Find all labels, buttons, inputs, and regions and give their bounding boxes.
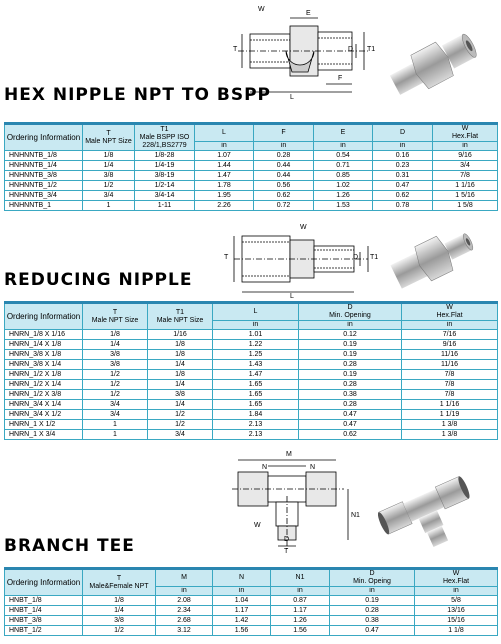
table-cell: 0.19 [299, 370, 402, 380]
table-cell: 1.65 [213, 390, 299, 400]
table-cell: 11/16 [402, 360, 498, 370]
drawing-label-t: T [224, 254, 229, 261]
drawing-label-m: M [286, 451, 292, 458]
drawing-label-n: N [262, 464, 268, 471]
table-cell: 0.56 [254, 181, 314, 191]
table-cell: 1.42 [213, 616, 271, 626]
part-number-cell: HNHNNTB_3/4 [5, 191, 83, 201]
unit-d: in [299, 321, 402, 330]
table-cell: 0.28 [330, 606, 415, 616]
table-cell: 1/2 [83, 390, 148, 400]
table-cell: 1.53 [314, 201, 373, 211]
table-cell: 7/8 [402, 390, 498, 400]
table-cell: 1.84 [213, 410, 299, 420]
table-cell: 1.04 [213, 596, 271, 606]
table-cell: 1.44 [195, 161, 254, 171]
part-number-cell: HNRN_1/2 X 1/8 [5, 370, 83, 380]
drawing-label-e: E [306, 10, 311, 17]
table-cell: 1.65 [213, 400, 299, 410]
part-number-cell: HNRN_1 X 1/2 [5, 420, 83, 430]
header-t: T Male NPT Size [83, 303, 148, 330]
table-branch-tee [4, 567, 498, 636]
drawing-branch-tee [232, 450, 362, 556]
part-number-cell: HNRN_1/2 X 1/4 [5, 380, 83, 390]
table-cell: 1/2 [83, 380, 148, 390]
header-t: T Male NPT Size [83, 124, 135, 151]
table-cell: 0.19 [299, 340, 402, 350]
table-row [5, 400, 498, 410]
part-number-cell: HNBT_1/2 [5, 626, 83, 636]
unit-l: in [195, 142, 254, 151]
table-cell: 1 1/8 [415, 626, 498, 636]
part-number-cell: HNBT_1/4 [5, 606, 83, 616]
table-cell: 1/8-28 [135, 151, 195, 161]
drawing-label-t: T [233, 46, 238, 53]
table-cell: 3/4 [83, 410, 148, 420]
table-cell: 1/16 [148, 330, 213, 340]
table-cell: 0.47 [330, 626, 415, 636]
header-w: W Hex.Flat [433, 124, 498, 142]
table-row [5, 616, 498, 626]
table-row [5, 350, 498, 360]
section-title-branch-tee: BRANCH TEE [4, 536, 135, 556]
table-cell: 1 3/8 [402, 430, 498, 440]
unit-w: in [402, 321, 498, 330]
drawing-label-l: L [290, 94, 294, 101]
table-cell: 1/2 [148, 410, 213, 420]
table-cell: 13/16 [415, 606, 498, 616]
table-reducing-nipple [4, 301, 498, 440]
table-cell: 2.68 [156, 616, 213, 626]
table-cell: 1/4 [83, 340, 148, 350]
table-cell: 1/8 [83, 330, 148, 340]
header-n1: N1 [271, 569, 330, 587]
table-cell: 7/8 [402, 370, 498, 380]
drawing-label-f: F [338, 75, 343, 82]
part-number-cell: HNRN_1 X 3/4 [5, 430, 83, 440]
part-number-cell: HNBT_1/8 [5, 596, 83, 606]
table-cell: 3/4-14 [135, 191, 195, 201]
table-cell: 0.38 [330, 616, 415, 626]
table-cell: 9/16 [433, 151, 498, 161]
table-row [5, 420, 498, 430]
table-cell: 2.13 [213, 420, 299, 430]
header-f: F [254, 124, 314, 142]
drawing-label-w: W [300, 224, 307, 231]
header-d: D Min. Opeing [330, 569, 415, 587]
part-number-cell: HNRN_3/8 X 1/8 [5, 350, 83, 360]
table-cell: 3/4 [83, 400, 148, 410]
table-cell: 1/2 [83, 181, 135, 191]
table-cell: 1.17 [271, 606, 330, 616]
table-cell: 1.02 [314, 181, 373, 191]
part-number-cell: HNHNNTB_3/8 [5, 171, 83, 181]
table-cell: 0.87 [271, 596, 330, 606]
table-cell: 0.19 [330, 596, 415, 606]
table-cell: 1.43 [213, 360, 299, 370]
table-cell: 1 1/16 [402, 400, 498, 410]
part-number-cell: HNHNNTB_1/4 [5, 161, 83, 171]
table-hex-nipple [4, 122, 498, 211]
table-cell: 0.19 [299, 350, 402, 360]
header-d: D [373, 124, 433, 142]
table-cell: 1/4 [83, 606, 156, 616]
photo-reducing-nipple [388, 228, 478, 290]
section-title-hex-nipple: HEX NIPPLE NPT TO BSPP [4, 85, 271, 105]
photo-hex-nipple [388, 30, 478, 100]
table-cell: 7/8 [433, 171, 498, 181]
part-number-cell: HNBT_3/8 [5, 616, 83, 626]
table-cell: 11/16 [402, 350, 498, 360]
table-cell: 0.28 [299, 400, 402, 410]
part-number-cell: HNRN_1/4 X 1/8 [5, 340, 83, 350]
header-t1: T1 Male BSPP ISO 228/1,BS2779 [135, 124, 195, 151]
header-ordering: Ordering Information [5, 303, 83, 330]
unit-w: in [433, 142, 498, 151]
table-cell: 3/4 [83, 191, 135, 201]
table-row [5, 626, 498, 636]
table-cell: 1/2 [83, 626, 156, 636]
drawing-label-t1: T1 [370, 254, 379, 261]
table-cell: 1.56 [271, 626, 330, 636]
drawing-label-d: D [348, 46, 354, 53]
unit-n: in [213, 587, 271, 596]
header-m: M [156, 569, 213, 587]
table-cell: 0.23 [373, 161, 433, 171]
table-cell: 0.54 [314, 151, 373, 161]
table-cell: 1/2 [83, 370, 148, 380]
table-cell: 0.38 [299, 390, 402, 400]
table-cell: 2.13 [213, 430, 299, 440]
part-number-cell: HNRN_1/2 X 3/8 [5, 390, 83, 400]
drawing-label-w: W [254, 522, 261, 529]
table-cell: 1.25 [213, 350, 299, 360]
part-number-cell: HNRN_3/8 X 1/4 [5, 360, 83, 370]
table-header-row [5, 124, 498, 142]
table-row [5, 181, 498, 191]
unit-l: in [213, 321, 299, 330]
table-cell: 3/8 [83, 360, 148, 370]
unit-n1: in [271, 587, 330, 596]
table-cell: 0.47 [299, 410, 402, 420]
table-cell: 3/8 [83, 350, 148, 360]
table-row [5, 161, 498, 171]
table-cell: 2.26 [195, 201, 254, 211]
table-row [5, 430, 498, 440]
table-cell: 1 [83, 420, 148, 430]
header-l: L [213, 303, 299, 321]
table-row [5, 151, 498, 161]
table-cell: 1/8 [148, 350, 213, 360]
table-cell: 3/4 [148, 430, 213, 440]
table-row [5, 390, 498, 400]
table-cell: 2.34 [156, 606, 213, 616]
table-cell: 1/4 [148, 400, 213, 410]
table-cell: 1.26 [271, 616, 330, 626]
header-l: L [195, 124, 254, 142]
table-cell: 1 [83, 430, 148, 440]
part-number-cell: HNHNNTB_1/2 [5, 181, 83, 191]
table-row [5, 340, 498, 350]
table-cell: 0.85 [314, 171, 373, 181]
table-cell: 1/4 [83, 161, 135, 171]
header-d: D Min. Opening [299, 303, 402, 321]
table-cell: 2.08 [156, 596, 213, 606]
table-cell: 1 3/8 [402, 420, 498, 430]
table-cell: 3/8 [83, 616, 156, 626]
table-cell: 1.26 [314, 191, 373, 201]
table-cell: 0.44 [254, 161, 314, 171]
table-cell: 1/8 [148, 370, 213, 380]
part-number-cell: HNRN_1/8 X 1/16 [5, 330, 83, 340]
part-number-cell: HNRN_3/4 X 1/4 [5, 400, 83, 410]
table-cell: 1.47 [195, 171, 254, 181]
table-cell: 0.62 [299, 430, 402, 440]
unit-w: in [415, 587, 498, 596]
table-cell: 0.47 [373, 181, 433, 191]
header-ordering: Ordering Information [5, 569, 83, 596]
part-number-cell: HNHNNTB_1/8 [5, 151, 83, 161]
table-cell: 5/8 [415, 596, 498, 606]
table-cell: 1/2-14 [135, 181, 195, 191]
table-cell: 0.12 [299, 330, 402, 340]
table-cell: 0.28 [254, 151, 314, 161]
table-header-row [5, 303, 498, 321]
table-cell: 1 1/19 [402, 410, 498, 420]
drawing-label-n1: N1 [351, 512, 360, 519]
table-row [5, 410, 498, 420]
header-ordering: Ordering Information [5, 124, 83, 151]
drawing-label-t1: T1 [367, 46, 376, 53]
unit-e: in [314, 142, 373, 151]
table-cell: 7/16 [402, 330, 498, 340]
table-cell: 3/8 [83, 171, 135, 181]
unit-d: in [373, 142, 433, 151]
header-t1: T1 Male NPT Size [148, 303, 213, 330]
header-t: T Male&Female NPT [83, 569, 156, 596]
drawing-label-d: D [353, 254, 359, 261]
table-cell: 1/2 [148, 420, 213, 430]
table-cell: 0.72 [254, 201, 314, 211]
drawing-label-w: W [258, 6, 265, 13]
table-row [5, 596, 498, 606]
table-row [5, 370, 498, 380]
table-cell: 3.12 [156, 626, 213, 636]
table-row [5, 360, 498, 370]
table-cell: 1.17 [213, 606, 271, 616]
part-number-cell: HNHNNTB_1 [5, 201, 83, 211]
table-cell: 0.78 [373, 201, 433, 211]
drawing-label-n-right: N [310, 464, 316, 471]
drawing-label-l: L [290, 293, 294, 300]
table-cell: 1.07 [195, 151, 254, 161]
table-cell: 1 5/8 [433, 201, 498, 211]
header-e: E [314, 124, 373, 142]
table-row [5, 201, 498, 211]
table-cell: 9/16 [402, 340, 498, 350]
section-title-reducing-nipple: REDUCING NIPPLE [4, 270, 193, 290]
unit-d: in [330, 587, 415, 596]
table-cell: 1/4 [148, 360, 213, 370]
table-cell: 0.62 [254, 191, 314, 201]
table-cell: 0.62 [373, 191, 433, 201]
table-cell: 0.31 [373, 171, 433, 181]
unit-f: in [254, 142, 314, 151]
drawing-reducing-nipple [224, 222, 379, 302]
table-cell: 1.56 [213, 626, 271, 636]
drawing-label-t: T [284, 548, 289, 555]
table-cell: 0.71 [314, 161, 373, 171]
photo-branch-tee [378, 470, 478, 550]
table-row [5, 380, 498, 390]
table-cell: 1.95 [195, 191, 254, 201]
table-header-row [5, 569, 498, 587]
table-cell: 0.28 [299, 380, 402, 390]
table-cell: 1.01 [213, 330, 299, 340]
table-cell: 1/4 [148, 380, 213, 390]
table-cell: 15/16 [415, 616, 498, 626]
table-cell: 1 5/16 [433, 191, 498, 201]
table-cell: 1-11 [135, 201, 195, 211]
table-cell: 0.28 [299, 360, 402, 370]
table-cell: 1/4-19 [135, 161, 195, 171]
table-cell: 1/8 [83, 151, 135, 161]
table-cell: 0.47 [299, 420, 402, 430]
table-row [5, 171, 498, 181]
header-w: W Hex.Flat [402, 303, 498, 321]
part-number-cell: HNRN_3/4 X 1/2 [5, 410, 83, 420]
table-cell: 3/4 [433, 161, 498, 171]
table-cell: 1 1/16 [433, 181, 498, 191]
table-cell: 7/8 [402, 380, 498, 390]
table-cell: 1.78 [195, 181, 254, 191]
table-cell: 1.65 [213, 380, 299, 390]
table-cell: 1.22 [213, 340, 299, 350]
table-cell: 3/8-19 [135, 171, 195, 181]
table-cell: 1 [83, 201, 135, 211]
header-n: N [213, 569, 271, 587]
table-row [5, 191, 498, 201]
table-cell: 3/8 [148, 390, 213, 400]
table-cell: 1/8 [148, 340, 213, 350]
table-row [5, 330, 498, 340]
header-w: W Hex.Flat [415, 569, 498, 587]
table-cell: 1/8 [83, 596, 156, 606]
table-cell: 0.44 [254, 171, 314, 181]
table-cell: 0.16 [373, 151, 433, 161]
drawing-label-d: D [284, 536, 290, 543]
unit-m: in [156, 587, 213, 596]
table-cell: 1.47 [213, 370, 299, 380]
table-row [5, 606, 498, 616]
